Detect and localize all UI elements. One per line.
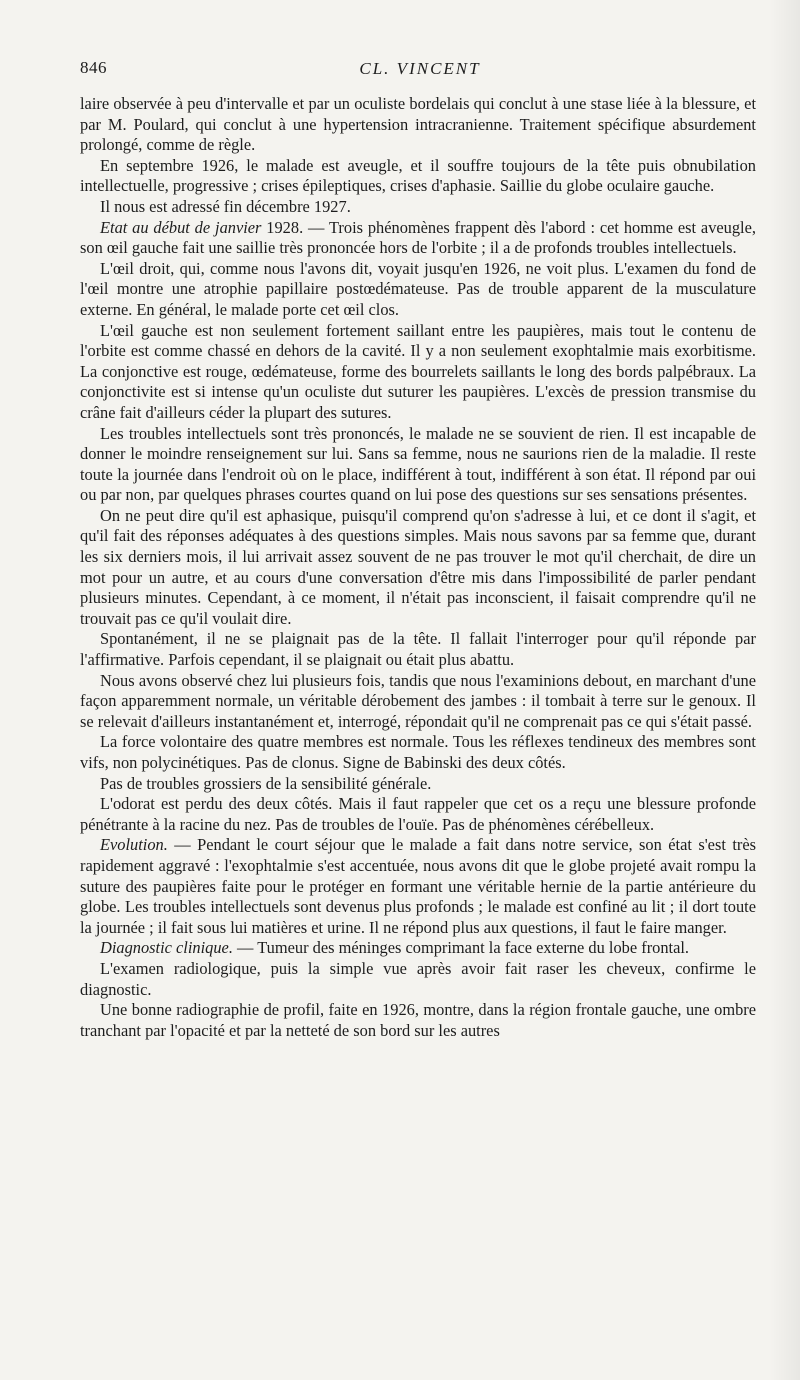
running-head: CL. VINCENT [359,59,481,78]
paragraph-text: L'œil gauche est non seulement fortement saillant entre les paupières, mais tout le contenu de l'orbite est comme chassé en dehors de la cavité. Il y a non seulement exophtalmie mais exorbitisme. La conjonctive est rouge, œdémateuse, forme des bourrelets saillants le long des bords palpébraux. La conjonctivite est si intense qu'un oculiste dut suturer les paupières. L'excès de pression transmise du crâne fait d'ailleurs céder la plupart des sutures. [80,320,756,422]
page-header [80,58,760,88]
body-text [80,94,756,1041]
paragraph-text: L'œil droit, qui, comme nous l'avons dit, voyait jusqu'en 1926, ne voit plus. L'examen du fond de l'œil montre une atrophie papillaire postœdémateuse. Pas de trouble apparent de la musculature externe. En général, le malade porte cet œil clos. [80,258,756,319]
paragraph [80,1000,756,1041]
paragraph-text: L'examen radiologique, puis la simple vue après avoir fait raser les cheveux, confirme le diagnostic. [80,958,756,999]
paragraph-text: 1928. — Trois phénomènes frappent dès l'abord : cet homme est aveugle, son œil gauche fait une saillie très prononcée hors de l'orbite ; il a de profonds troubles intellectuels. [80,217,756,258]
paragraph [80,156,756,197]
paragraph [80,197,756,218]
page-edge-shadow [770,0,800,1380]
paragraph [80,794,756,835]
paragraph [80,671,756,733]
paragraph-text: Nous avons observé chez lui plusieurs fois, tandis que nous l'examinions debout, en marchant d'une façon apparemment normale, un véritable dérobement des jambes : il tombait à terre sur le genoux. Il se relevait d'ailleurs instantanément et, interrogé, répondait qu'il ne comprenait pas ce qui s'était passé. [80,670,756,731]
paragraph-text: Les troubles intellectuels sont très prononcés, le malade ne se souvient de rien. Il est incapable de donner le moindre renseignement sur lui. Sans sa femme, nous ne saurions rien de la maladie. Il reste toute la journée dans l'endroit où on le place, indifférent à tout, indifférent à son état. Il répond par oui ou par non, par quelques phrases courtes quand on lui pose des questions sur ses sensations présentes. [80,423,756,505]
paragraph [80,959,756,1000]
paragraph [80,321,756,424]
paragraph [80,938,756,959]
paragraph [80,506,756,630]
page-number: 846 [80,58,107,77]
paragraph [80,774,756,795]
paragraph-text: Il nous est adressé fin décembre 1927. [100,196,351,216]
paragraph-text: En septembre 1926, le malade est aveugle, et il souffre toujours de la tête puis obnubilation intellectuelle, progressive ; crises épileptiques, crises d'aphasie. Saillie du globe oculaire gauche. [80,155,756,196]
paragraph-lead: Etat au début de janvier [100,217,262,237]
paragraph [80,94,756,156]
paragraph-text: L'odorat est perdu des deux côtés. Mais il faut rappeler que cet os a reçu une blessure profonde pénétrante à la racine du nez. Pas de troubles de l'ouïe. Pas de phénomènes cérébelleux. [80,794,756,834]
paragraph-text: — Pendant le court séjour que le malade a fait dans notre service, son état s'est très rapidement aggravé : l'exophtalmie s'est accentuée, nous avons dit que le globe projeté avait rompu la suture des paupières faite pour le protéger en formant une véritable hernie de la partie antérieure du globe. Les troubles intellectuels sont devenus plus profonds ; le malade est confiné au lit ; il dort toute la journée ; il fait sous lui matières et urine. Il ne répond plus aux questions, il faut le faire manger. [80,835,756,937]
paragraph-text: — Tumeur des méninges comprimant la face externe du lobe frontal. [232,938,690,958]
paragraph-text: La force volontaire des quatre membres est normale. Tous les réflexes tendineux des membres sont vifs, non polycinétiques. Pas de clonus. Signe de Babinski des deux côtés. [80,732,756,772]
paragraph-lead: Diagnostic clinique. [100,938,233,958]
paragraph-text: Une bonne radiographie de profil, faite en 1926, montre, dans la région frontale gauche, une ombre tranchant par l'opacité et par la netteté de son bord sur les autres [80,1000,756,1040]
paragraph [80,218,756,259]
paragraph [80,424,756,506]
paragraph-text: Pas de troubles grossiers de la sensibilité générale. [100,773,432,793]
paragraph [80,629,756,670]
paragraph [80,732,756,773]
paragraph-text: laire observée à peu d'intervalle et par un oculiste bordelais qui conclut à une stase liée à la blessure, et par M. Poulard, qui conclut à une hypertension intracranienne. Traitement spécifique absurdement prolongé, comme de règle. [80,94,756,155]
paragraph-text: On ne peut dire qu'il est aphasique, puisqu'il comprend qu'on s'adresse à lui, et ce dont il s'agit, et qu'il fait des réponses adéquates à des questions simples. Mais nous savons par sa femme que, durant les six derniers mois, il lui arrivait assez souvent de ne pas trouver le mot qu'il cherchait, de dire un mot pour un autre, et au cours d'une conversation d'être mis dans l'impossibilité de parler pendant plusieurs minutes. Cependant, à ce moment, il n'était pas inconscient, il faisait comprendre qu'il ne trouvait pas ce qu'il voulait dire. [80,505,756,628]
paragraph [80,835,756,938]
paragraph-text: Spontanément, il ne se plaignait pas de la tête. Il fallait l'interroger pour qu'il réponde par l'affirmative. Parfois cependant, il se plaignait ou était plus abattu. [80,629,756,670]
paragraph-lead: Evolution. [100,835,168,855]
paragraph [80,259,756,321]
